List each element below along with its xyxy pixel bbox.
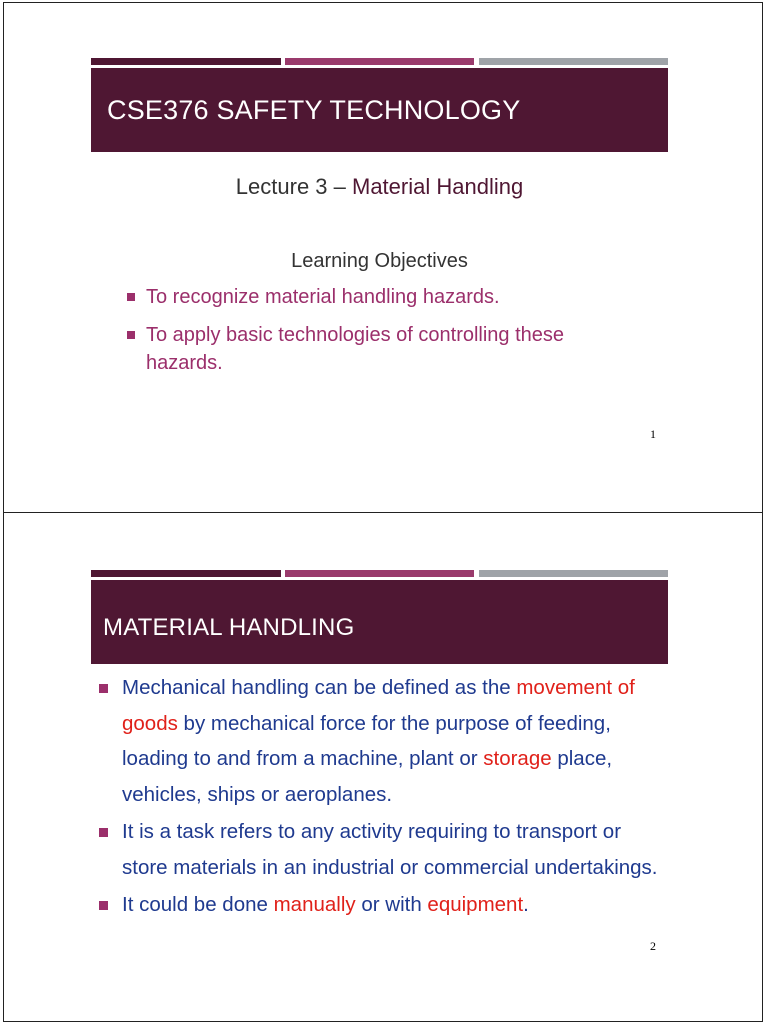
bullet-square-icon	[99, 828, 108, 837]
slide-1-top-stripes	[91, 58, 668, 65]
stripe-gray	[479, 58, 668, 65]
bullet-square-icon	[99, 901, 108, 910]
stripe-gray	[479, 570, 668, 577]
stripe-dark	[91, 58, 281, 65]
subtitle-accent: Material Handling	[352, 174, 524, 199]
stripe-magenta	[285, 570, 474, 577]
material-handling-list	[95, 670, 665, 925]
definition-item	[95, 670, 665, 812]
text-run: or with	[355, 893, 428, 916]
highlight-text: equipment	[427, 893, 524, 916]
task-item	[95, 814, 665, 885]
objectives-list	[125, 283, 645, 387]
bullet-square-icon	[127, 331, 135, 339]
slide-2-title: MATERIAL HANDLING	[103, 614, 355, 641]
subtitle-prefix: Lecture 3 –	[235, 174, 346, 199]
objective-item	[125, 321, 645, 377]
objective-text: To apply basic technologies of controlling these hazards.	[146, 324, 565, 374]
text-run: It could be done	[122, 893, 274, 916]
stripe-dark	[91, 570, 281, 577]
method-item	[95, 887, 665, 923]
bullet-square-icon	[99, 684, 108, 693]
objective-item	[125, 283, 645, 311]
text-run: .	[523, 893, 529, 916]
slide-1-title: CSE376 SAFETY TECHNOLOGY	[107, 94, 521, 125]
highlight-text: movement of goods	[122, 676, 635, 735]
learning-objectives-heading: Learning Objectives	[291, 250, 468, 272]
slide-2-page-number: 2	[650, 939, 656, 953]
text-run: by mechanical force for the purpose of feeding, loading to and from a machine, plant or	[122, 711, 611, 770]
text-run: place, vehicles, ships or aeroplanes.	[122, 747, 613, 806]
slide-1-title-bar	[91, 68, 668, 152]
slide-2-top-stripes	[91, 570, 668, 577]
text-run: Mechanical handling can be defined as the	[122, 676, 517, 699]
slide-1-subtitle	[91, 174, 668, 200]
highlight-text: storage	[483, 747, 552, 770]
text-run: It is a task refers to any activity requiring to transport or store materials in an industrial or commercial undertakings.	[122, 820, 658, 879]
highlight-text: manually	[273, 893, 356, 916]
slide-1-page-number: 1	[650, 427, 656, 441]
objective-text: To recognize material handling hazards.	[146, 286, 500, 308]
slide-2-title-bar	[91, 580, 668, 664]
stripe-magenta	[285, 58, 474, 65]
bullet-square-icon	[127, 293, 135, 301]
